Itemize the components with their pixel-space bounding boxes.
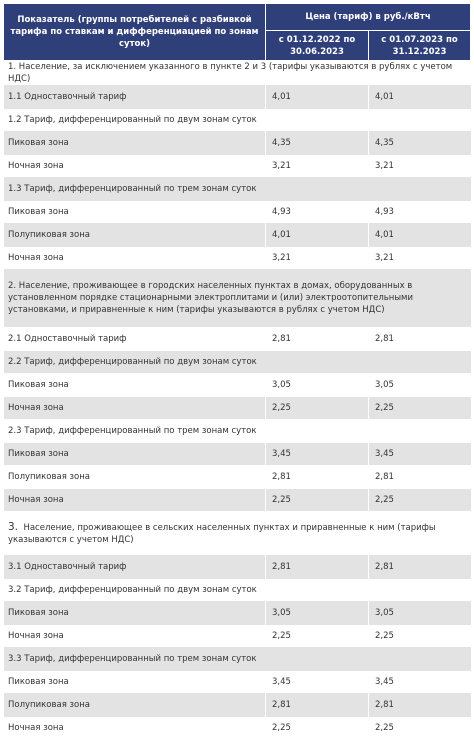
table-row	[4, 601, 471, 625]
row-label	[4, 61, 471, 86]
row-label	[4, 327, 266, 351]
tariff-table	[3, 3, 471, 739]
row-label	[4, 201, 266, 223]
row-label	[4, 443, 266, 465]
row-label	[4, 223, 266, 247]
price-period-2: 2,25	[369, 625, 471, 647]
price-period-1: 2,25	[266, 717, 369, 739]
row-label-text: Ночная зона	[8, 631, 64, 641]
price-period-1: 3,45	[266, 671, 369, 693]
row-label	[4, 397, 266, 419]
row-label	[4, 671, 266, 693]
price-period-2: 2,81	[369, 327, 471, 351]
row-label	[4, 131, 266, 155]
table-row	[4, 579, 471, 601]
table-row	[4, 647, 471, 671]
row-label	[4, 373, 266, 397]
row-label-text: Полупиковая зона	[8, 700, 90, 710]
header-indicator: Показатель (группы потребителей с разбивкой тарифа по ставкам и дифференциацией по зонам суток)	[4, 4, 266, 61]
row-label-text: Ночная зона	[8, 253, 64, 263]
row-label	[4, 693, 266, 717]
price-period-1: 2,25	[266, 625, 369, 647]
table-row	[4, 489, 471, 511]
table-row	[4, 109, 471, 131]
row-label-text: 3.1 Одноставочный тариф	[8, 562, 127, 572]
header-period-1: с 01.12.2022 по 30.06.2023	[266, 31, 369, 61]
table-row	[4, 177, 471, 201]
header-price: Цена (тариф) в руб./кВтч	[266, 4, 471, 31]
price-period-1: 2,81	[266, 465, 369, 489]
table-row	[4, 201, 471, 223]
row-label-text: Полупиковая зона	[8, 472, 90, 482]
price-period-2: 3,45	[369, 671, 471, 693]
row-label-text: 2.1 Одноставочный тариф	[8, 334, 127, 344]
row-label	[4, 155, 266, 177]
table-row	[4, 465, 471, 489]
price-period-2: 4,93	[369, 201, 471, 223]
row-label-text: Пиковая зона	[8, 380, 69, 390]
price-period-1: 3,05	[266, 601, 369, 625]
price-period-2: 3,45	[369, 443, 471, 465]
row-label	[4, 419, 471, 443]
price-period-2: 2,25	[369, 489, 471, 511]
price-period-2: 4,01	[369, 85, 471, 109]
table-row	[4, 555, 471, 579]
row-label-text: Население, проживающее в сельских населенных пунктах и приравненные к ним (тарифы указываются с учетом НДС)	[8, 522, 436, 545]
row-number: 3.	[8, 520, 19, 533]
table-row	[4, 419, 471, 443]
table-row	[4, 131, 471, 155]
price-period-1: 3,05	[266, 373, 369, 397]
price-period-1: 4,93	[266, 201, 369, 223]
row-label-text: 1.3 Тариф, дифференцированный по трем зонам суток	[8, 184, 257, 194]
header-period-2: с 01.07.2023 по 31.12.2023	[369, 31, 471, 61]
table-row	[4, 351, 471, 373]
row-label-text: 1.2 Тариф, дифференцированный по двум зонам суток	[8, 115, 257, 125]
row-label-text: Пиковая зона	[8, 138, 69, 148]
price-period-2: 4,01	[369, 223, 471, 247]
row-label-text: 3.3 Тариф, дифференцированный по трем зонам суток	[8, 654, 257, 664]
table-row	[4, 443, 471, 465]
price-period-1: 2,81	[266, 555, 369, 579]
row-label	[4, 465, 266, 489]
row-label-text: 3.2 Тариф, дифференцированный по двум зонам суток	[8, 585, 257, 595]
row-label	[4, 625, 266, 647]
row-label-text: Пиковая зона	[8, 449, 69, 459]
row-label	[4, 511, 471, 555]
price-period-2: 3,05	[369, 601, 471, 625]
table-header	[4, 4, 471, 61]
row-label-text: Пиковая зона	[8, 677, 69, 687]
price-period-2: 3,05	[369, 373, 471, 397]
table-row	[4, 223, 471, 247]
table-row	[4, 269, 471, 327]
row-label-text: Пиковая зона	[8, 608, 69, 618]
row-label	[4, 601, 266, 625]
price-period-1: 3,45	[266, 443, 369, 465]
row-label-text: Ночная зона	[8, 495, 64, 505]
table-row	[4, 155, 471, 177]
row-label-text: 2. Население, проживающее в городских населенных пунктах в домах, оборудованных в установленном порядке стационарными электроплитами и (или) электроотопительными установками, и приравненные к ним (тарифы указываются в рублях с учетом НДС)	[8, 281, 413, 315]
row-label	[4, 247, 266, 269]
row-label	[4, 85, 266, 109]
table-row	[4, 397, 471, 419]
table-body	[4, 61, 471, 740]
price-period-1: 2,81	[266, 327, 369, 351]
row-label-text: 1.1 Одноставочный тариф	[8, 92, 127, 102]
price-period-1: 4,01	[266, 223, 369, 247]
price-period-1: 2,25	[266, 489, 369, 511]
table-row	[4, 85, 471, 109]
row-label-text: 1. Население, за исключением указанного в пункте 2 и 3 (тарифы указываются в рублях с учетом НДС)	[8, 62, 453, 84]
row-label	[4, 269, 471, 327]
row-label	[4, 177, 471, 201]
row-label	[4, 109, 471, 131]
table-row	[4, 61, 471, 86]
row-label-text: Ночная зона	[8, 403, 64, 413]
tariff-table-container	[3, 3, 470, 745]
table-row	[4, 327, 471, 351]
row-label	[4, 489, 266, 511]
table-row	[4, 625, 471, 647]
table-row	[4, 373, 471, 397]
row-label	[4, 717, 266, 739]
row-label-text: Ночная зона	[8, 723, 64, 733]
price-period-2: 4,35	[369, 131, 471, 155]
price-period-1: 4,01	[266, 85, 369, 109]
price-period-1: 2,25	[266, 397, 369, 419]
table-row	[4, 671, 471, 693]
row-label	[4, 647, 471, 671]
price-period-1: 2,81	[266, 693, 369, 717]
row-label	[4, 351, 471, 373]
price-period-1: 3,21	[266, 155, 369, 177]
row-label-text: Пиковая зона	[8, 207, 69, 217]
row-label-text: Ночная зона	[8, 161, 64, 171]
row-label-text: Полупиковая зона	[8, 230, 90, 240]
price-period-2: 3,21	[369, 247, 471, 269]
price-period-1: 3,21	[266, 247, 369, 269]
row-label	[4, 555, 266, 579]
row-label	[4, 579, 471, 601]
row-label-text: 2.2 Тариф, дифференцированный по двум зонам суток	[8, 357, 257, 367]
table-row	[4, 693, 471, 717]
table-row	[4, 247, 471, 269]
price-period-2: 2,25	[369, 397, 471, 419]
price-period-2: 3,21	[369, 155, 471, 177]
price-period-1: 4,35	[266, 131, 369, 155]
row-label-text: 2.3 Тариф, дифференцированный по трем зонам суток	[8, 426, 257, 436]
table-row	[4, 511, 471, 555]
price-period-2: 2,81	[369, 555, 471, 579]
table-row	[4, 717, 471, 739]
price-period-2: 2,25	[369, 717, 471, 739]
price-period-2: 2,81	[369, 465, 471, 489]
price-period-2: 2,81	[369, 693, 471, 717]
